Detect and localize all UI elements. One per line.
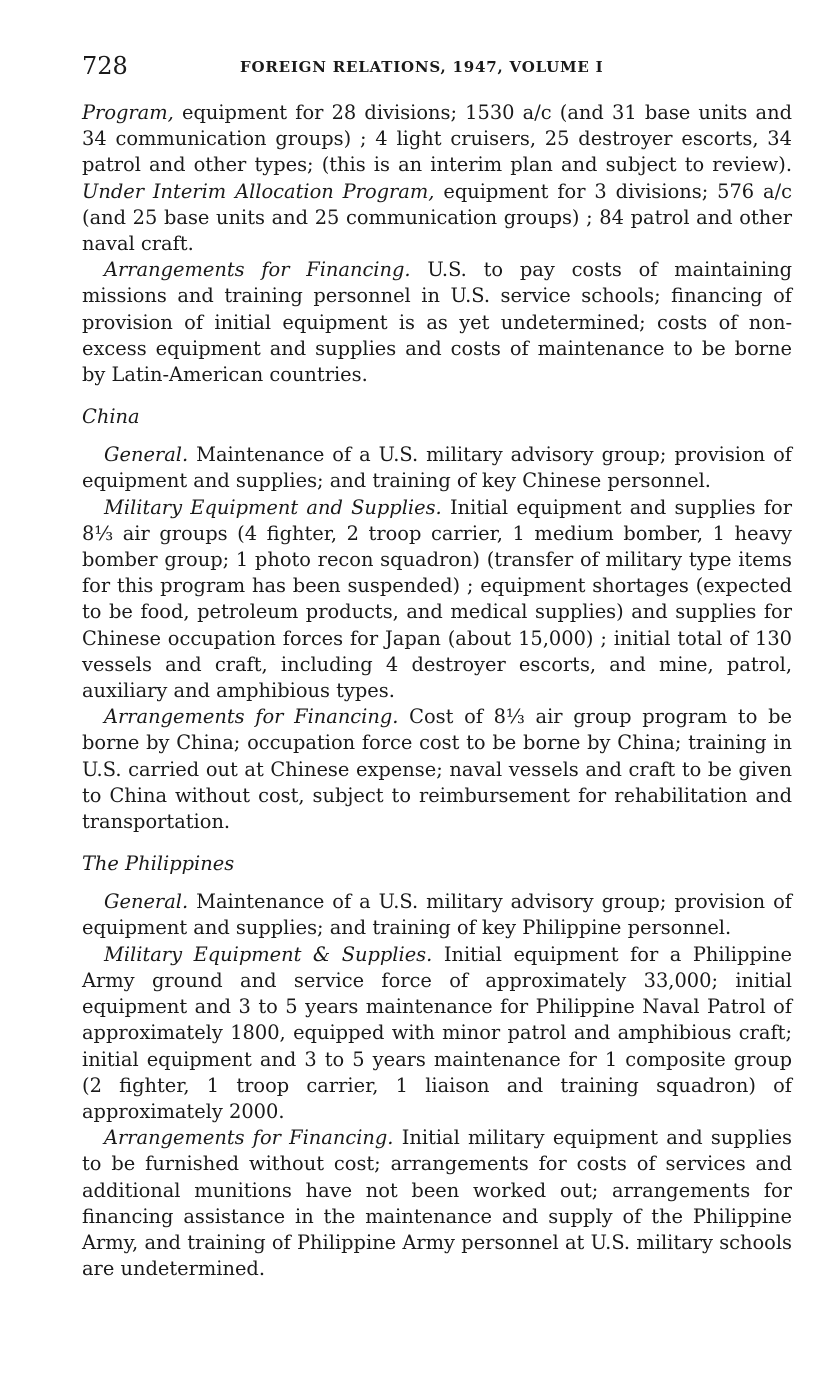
paragraph-label: General.	[104, 890, 189, 914]
paragraph-label: Arrangements for Financing.	[104, 1126, 394, 1150]
paragraph-text: Initial military equipment and supplies to be furnished without cost; arrangements for costs of services and additional munitions have not been worked out; arrangements for financing assistance in the maintenance and supply of the Philippine Army, and training of Philippine Army personnel at U.S. military schools are undetermined.	[82, 1126, 793, 1281]
paragraph-label: General.	[104, 443, 189, 467]
paragraph-text: equipment for 28 divisions; 1530 a/c (and 31 base units and 34 communication groups) ; 4 light cruisers, 25 destroyer escorts, 34 patrol and other types; (this is an interim plan and subject to review).	[82, 101, 792, 177]
philippines-financing-paragraph	[82, 1125, 792, 1282]
paragraph-label: Program,	[82, 101, 174, 124]
paragraph-text: Initial equipment for a Philippine Army ground and service force of approximately 33,000; initial equipment and 3 to 5 years maintenance for Philippine Naval Patrol of approximately 1800, equipped with minor patrol and amphibious craft; initial equipment and 3 to 5 years maintenance for 1 composite group (2 fighter, 1 troop carrier, 1 liaison and training squadron) of approximately 2000.	[82, 942, 792, 1123]
page-header	[82, 52, 792, 86]
latin-america-program-paragraph	[82, 100, 792, 257]
paragraph-label: Military Equipment & Supplies.	[104, 942, 433, 966]
paragraph-label: Military Equipment and Supplies.	[104, 495, 442, 519]
paragraph-text: Maintenance of a U.S. military advisory group; provision of equipment and supplies; and training of key Chinese personnel.	[82, 443, 792, 493]
china-financing-paragraph	[82, 704, 792, 835]
paragraph-label: Under Interim Allocation Program,	[82, 179, 435, 203]
philippines-equipment-paragraph	[82, 942, 792, 1125]
latin-america-financing-paragraph	[82, 257, 792, 388]
paragraph-text: equipment for 3 divisions; 576 a/c (and 25 base units and 25 communication groups) ; 84 patrol and other naval craft.	[82, 179, 793, 256]
paragraph-text: Cost of 8⅓ air group program to be borne by China; occupation force cost to be borne by China; training in U.S. carried out at Chinese expense; naval vessels and craft to be given to China without cost, subject to reimbursement for rehabilitation and transportation.	[82, 705, 792, 834]
running-title: FOREIGN RELATIONS, 1947, VOLUME I	[240, 58, 604, 76]
philippines-general-paragraph	[82, 889, 792, 941]
paragraph-label: Arrangements for Financing.	[104, 705, 399, 729]
china-general-paragraph	[82, 442, 792, 494]
paragraph-text: Initial equipment and supplies for 8⅓ air groups (4 fighter, 2 troop carrier, 1 medium bomber, 1 heavy bomber group; 1 photo recon squadron) (transfer of military type items for this program has been suspended) ; equipment shortages (expected to be food, petroleum products, and medical supplies) and supplies for Chinese occupation forces for Japan (about 15,000) ; initial total of 130 vessels and craft, including 4 destroyer escorts, and mine, patrol, auxiliary and amphibious types.	[82, 495, 792, 703]
document-page	[82, 52, 792, 1282]
paragraph-text: U.S. to pay costs of maintaining missions and training personnel in U.S. service schools; financing of provision of initial equipment is as yet undetermined; costs of non-excess equipment and supplies and costs of maintenance to be borne by Latin-American countries.	[82, 258, 792, 387]
section-heading-china: China	[82, 405, 140, 429]
china-equipment-paragraph	[82, 495, 792, 705]
paragraph-text: Maintenance of a U.S. military advisory group; provision of equipment and supplies; and training of key Philippine personnel.	[82, 890, 792, 940]
paragraph-label: Arrangements for Financing.	[104, 258, 411, 282]
section-heading-philippines: The Philippines	[82, 852, 235, 876]
page-number: 728	[82, 52, 128, 80]
